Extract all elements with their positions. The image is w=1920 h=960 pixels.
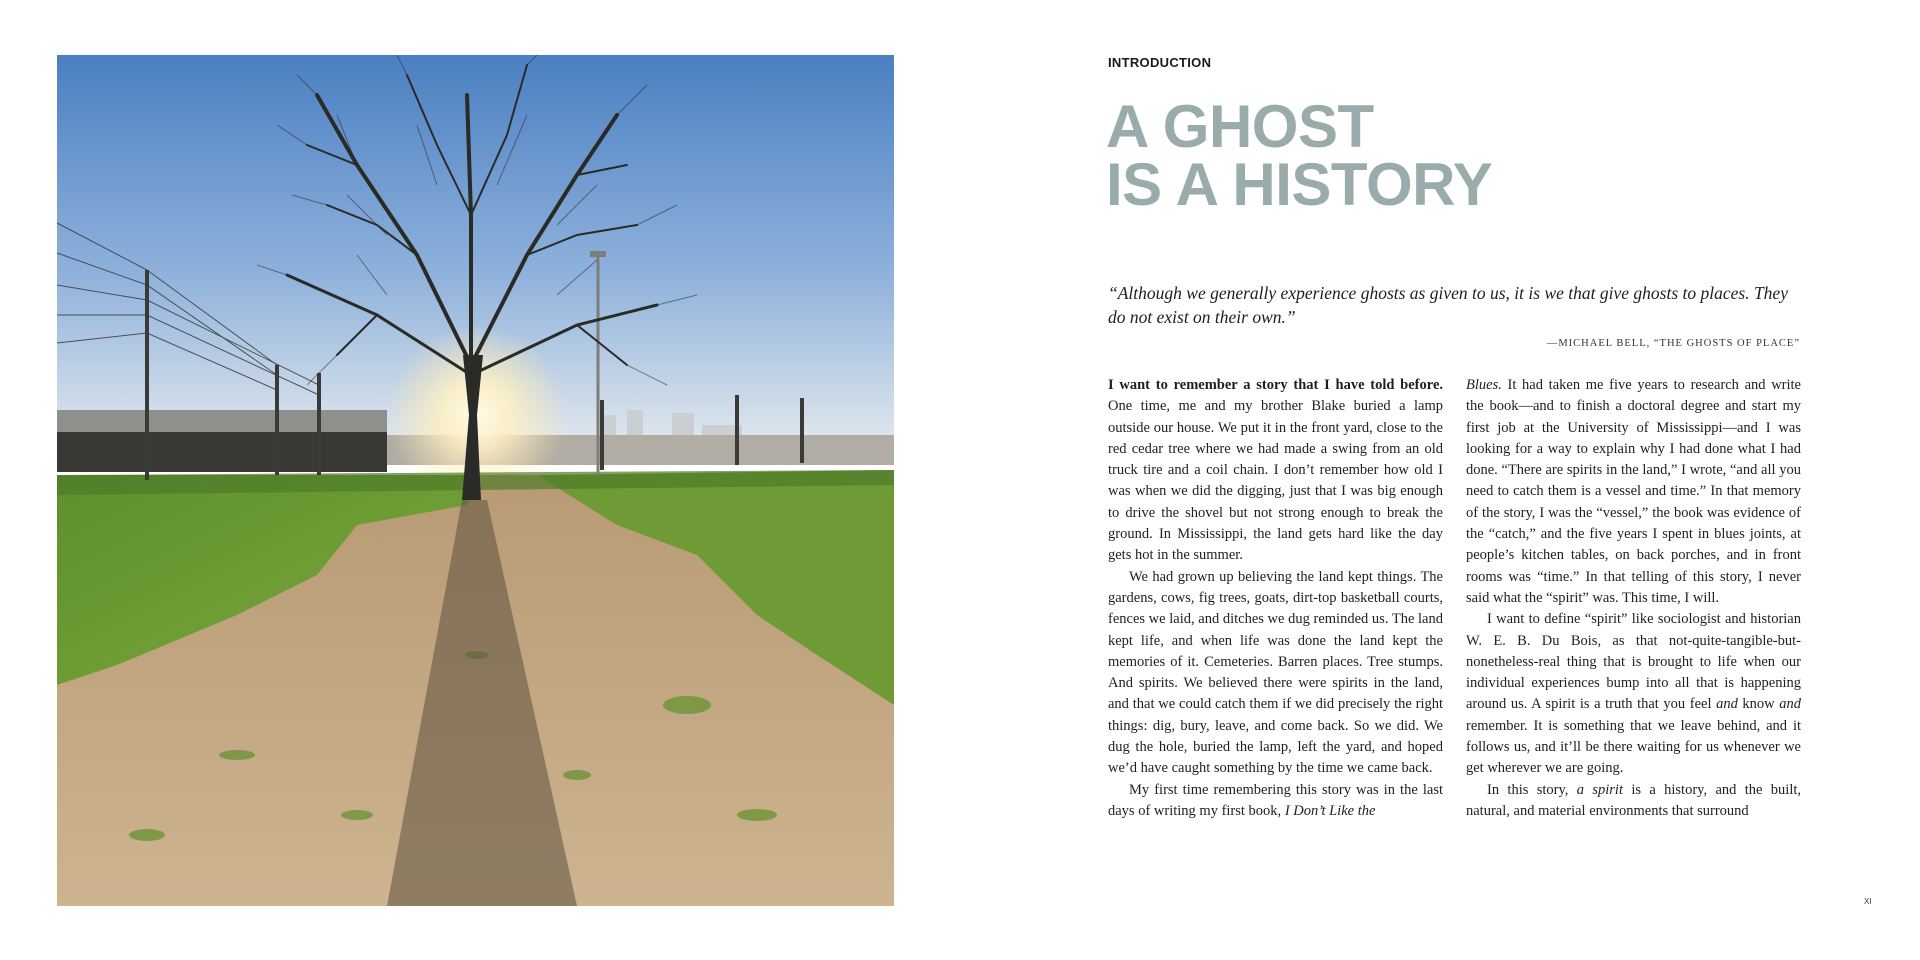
paragraph: I want to remember a story that I have told before. One time, me and my brother Blake buried a lamp outside our house. We put it in the front yard, close to the red cedar tree where we had made a swing from an old truck tire and a coil chain. I don’t remember how old I was when we did the digging, just that I was big enough to drive the shovel but not strong enough to break the ground. In Mississippi, the land gets hard like the day gets hot in the summer.	[1108, 377, 1443, 564]
chapter-title-line-1: A GHOST	[1106, 93, 1374, 160]
paragraph: I want to define “spirit” like sociologist and historian W. E. B. Du Bois, as that not-quite-tangible-but-nonetheless-real thing that is brought to life when our individual experiences bump into all that is happening around us. A spirit is a truth that you feel and know and remember. It is something that we leave behind, and it follows us, and it’ll be there waiting for us whenever we get wherever we are going.	[1466, 611, 1801, 777]
chapter-kicker: INTRODUCTION	[1108, 55, 1212, 70]
paragraph: Blues. It had taken me five years to research and write the book—and to finish a doctoral degree and start my first job at the University of Mississippi—and I was looking for a way to explain why I had done what I had done. “There are spirits in the land,” I wrote, “and all you need to catch them is a vessel and time.” In that memory of the story, I was the “vessel,” the book was evidence of the “catch,” and the five years I spent in blues joints, at people’s kitchen tables, on back porches, and in front rooms was “time.” In that telling of this story, I never said what the “spirit” was. This time, I will.	[1466, 377, 1801, 606]
paragraph: In this story, a spirit is a history, and the built, natural, and material environments that surround	[1466, 781, 1801, 819]
paragraph: We had grown up believing the land kept things. The gardens, cows, fig trees, goats, dirt-top basketball courts, fences we laid, and ditches we dug reminded us. The land kept life, and when life was done the land kept the memories of it. Cemeteries. Barren places. Tree stumps. And spirits. We believed there were spirits in the land, and that we could catch them if we did precisely the right things: dig, bury, leave, and come back. So we did. We dug the hole, buried the lamp, left the yard, and hoped we’d have caught something by the time we came back.	[1108, 568, 1443, 777]
paragraph: My first time remembering this story was in the last days of writing my first book, I Don’t Like the	[1108, 781, 1443, 819]
page-number: XI	[1864, 897, 1872, 906]
epigraph-attribution: —MICHAEL BELL, “THE GHOSTS OF PLACE”	[1546, 338, 1800, 349]
chapter-title	[1106, 93, 1493, 219]
photo-tree-field	[57, 55, 894, 906]
book-title: I Don’t Like the	[1284, 802, 1376, 819]
photo-tree-field-icon	[57, 55, 894, 906]
book-title: Blues.	[1466, 377, 1502, 393]
epigraph-quote: “Although we generally experience ghosts as given to us, it is we that give ghosts to places. They do not exist on their own.”	[1108, 283, 1788, 327]
chapter-title-line-2: IS A HISTORY	[1106, 151, 1493, 219]
body-column-1	[1108, 375, 1443, 822]
body-column-2	[1466, 375, 1801, 822]
lead-sentence: I want to remember a story that I have told before.	[1108, 377, 1443, 393]
